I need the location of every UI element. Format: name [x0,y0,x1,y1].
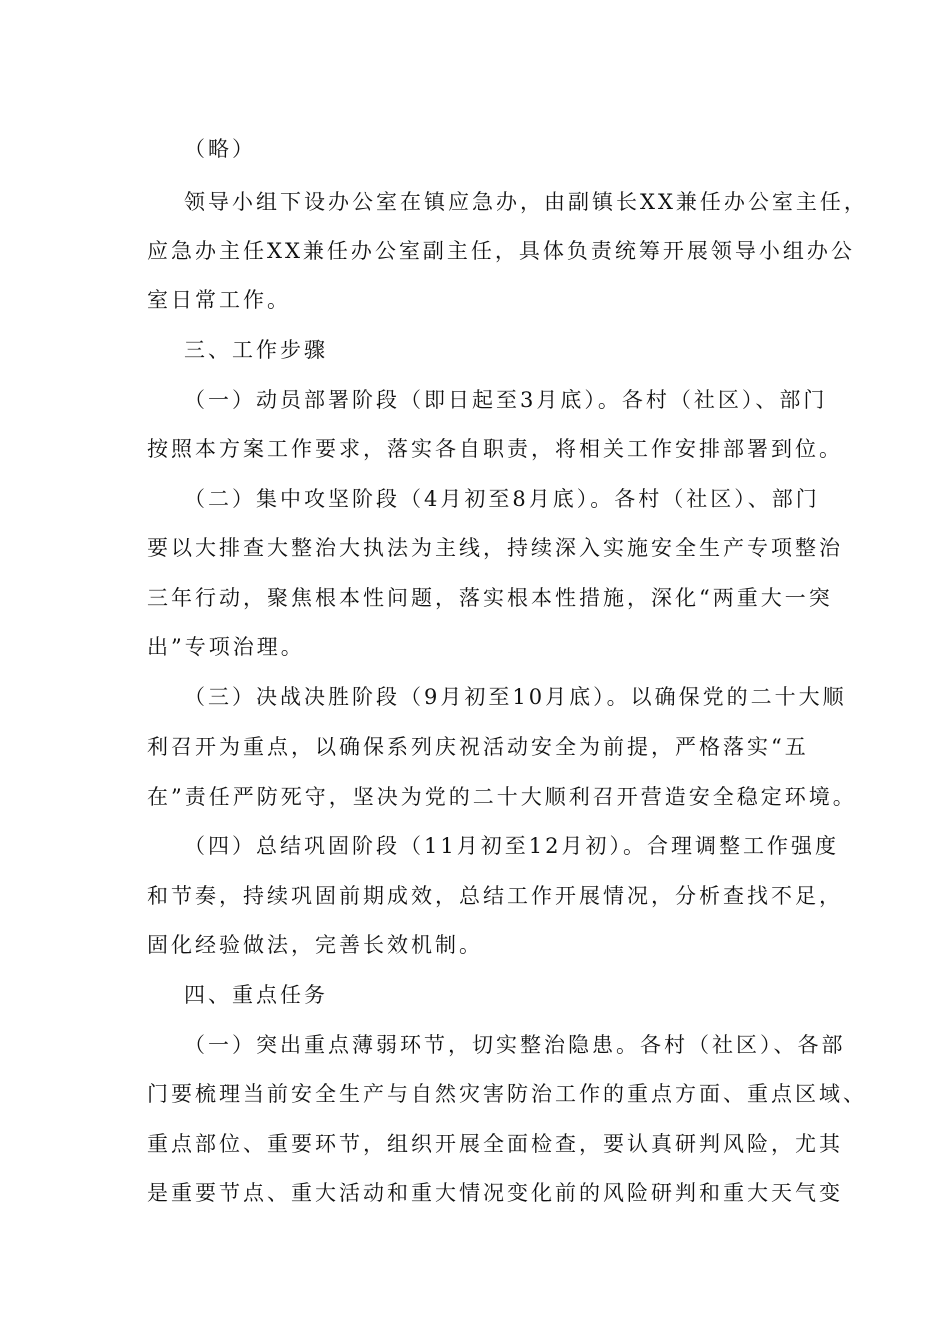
text-line: 按照本方案工作要求，落实各自职责，将相关工作安排部署到位。 [147,437,843,461]
text-line: 和节奏，持续巩固前期成效，总结工作开展情况，分析查找不足， [147,884,843,908]
text-line: 在”责任严防死守，坚决为党的二十大顺利召开营造安全稳定环境。 [147,785,857,809]
text-line: 重点部位、重要环节，组织开展全面检查，要认真研判风险，尤其 [147,1132,843,1156]
text-line: （四）总结巩固阶段（11月初至12月初）。合理调整工作强度 [184,834,839,858]
text-line: 三年行动，聚焦根本性问题，落实根本性措施，深化“两重大一突 [147,586,833,610]
text-line: 利召开为重点，以确保系列庆祝活动安全为前提，严格落实“五 [147,735,809,759]
text-line: （一）动员部署阶段（即日起至3月底）。各村（社区）、部门 [184,388,828,412]
text-line: （三）决战决胜阶段（9月初至10月底）。以确保党的二十大顺 [184,685,847,709]
section-heading: 四、重点任务 [184,983,328,1007]
text-line: 固化经验做法，完善长效机制。 [147,933,483,957]
text-line: 出”专项治理。 [147,635,305,659]
text-line: 是重要节点、重大活动和重大情况变化前的风险研判和重大天气变 [147,1181,843,1205]
text-line: 领导小组下设办公室在镇应急办，由副镇长XX兼任办公室主任， [184,190,868,214]
text-line: （略） [184,137,256,161]
text-line: 要以大排查大整治大执法为主线，持续深入实施安全生产专项整治 [147,536,843,560]
text-line: 室日常工作。 [147,288,291,312]
text-line: 应急办主任XX兼任办公室副主任，具体负责统筹开展领导小组办公 [147,239,855,263]
text-line: 门要梳理当前安全生产与自然灾害防治工作的重点方面、重点区域、 [147,1082,867,1106]
text-line: （二）集中攻坚阶段（4月初至8月底）。各村（社区）、部门 [184,487,820,511]
section-heading: 三、工作步骤 [184,338,328,362]
text-line: （一）突出重点薄弱环节，切实整治隐患。各村（社区）、各部 [184,1033,846,1057]
